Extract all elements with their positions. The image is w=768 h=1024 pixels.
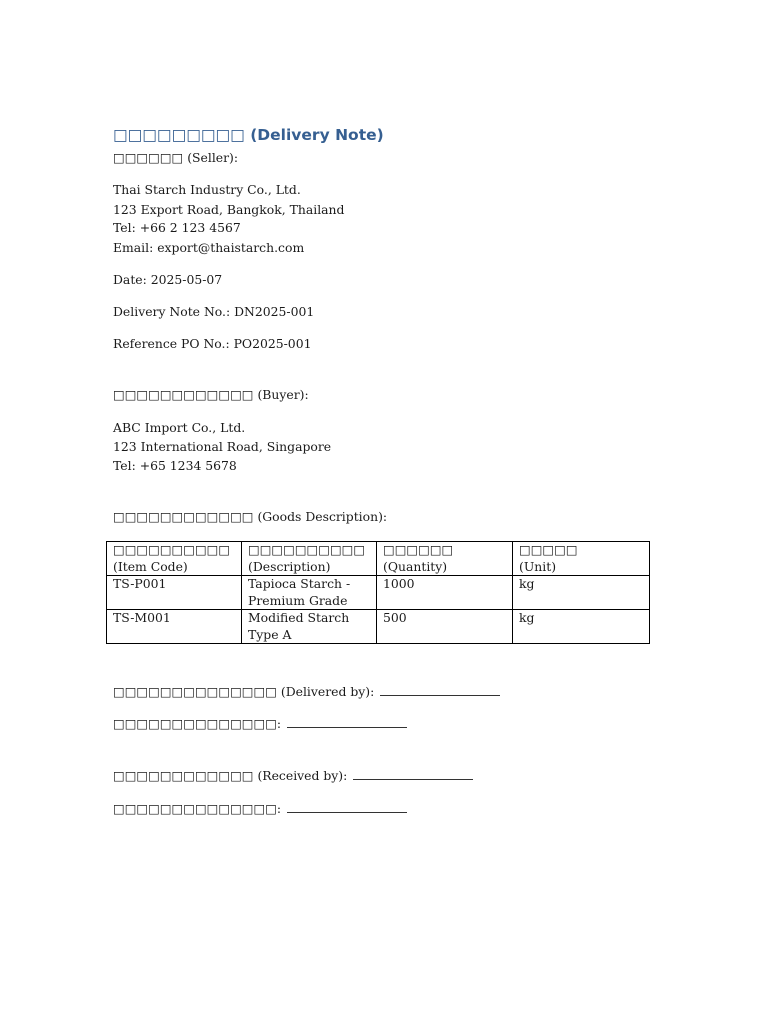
received-date-thai: □□□□□□□□□□□□□□: (113, 801, 282, 816)
header-description-thai: □□□□□□□□□□ (248, 542, 366, 557)
delivered-date-blank[interactable] (287, 715, 407, 728)
cell-unit: kg (513, 576, 650, 610)
seller-label (113, 150, 238, 166)
seller-company: Thai Starch Industry Co., Ltd. (113, 182, 301, 197)
delivered-by-english: (Delivered by): (280, 684, 375, 699)
buyer-label-thai: □□□□□□□□□□□□ (113, 387, 254, 402)
seller-email: Email: export@thaistarch.com (113, 240, 305, 255)
header-description-english: (Description) (248, 558, 331, 574)
document-date: Date: 2025-05-07 (113, 272, 223, 287)
header-item-code (107, 542, 242, 576)
delivered-by-line (113, 683, 500, 700)
received-by-english: (Received by): (257, 768, 348, 783)
cell-description: Tapioca Starch - Premium Grade (242, 576, 377, 610)
received-by-thai: □□□□□□□□□□□□ (113, 768, 254, 783)
received-by-signature-blank[interactable] (353, 767, 473, 780)
header-item-code-english: (Item Code) (113, 558, 188, 574)
delivery-note-number: Delivery Note No.: DN2025-001 (113, 304, 315, 319)
header-quantity-thai: □□□□□□ (383, 542, 454, 557)
received-date-line (113, 800, 407, 817)
header-unit (513, 542, 650, 576)
buyer-label (113, 387, 309, 403)
header-quantity (377, 542, 513, 576)
delivered-by-signature-blank[interactable] (380, 683, 500, 696)
cell-unit: kg (513, 610, 650, 644)
buyer-label-english: (Buyer): (257, 387, 309, 402)
goods-label (113, 509, 387, 525)
delivered-by-thai: □□□□□□□□□□□□□□ (113, 684, 277, 699)
goods-label-thai: □□□□□□□□□□□□ (113, 509, 254, 524)
header-quantity-english: (Quantity) (383, 558, 448, 574)
buyer-tel: Tel: +65 1234 5678 (113, 458, 237, 473)
header-unit-thai: □□□□□ (519, 542, 578, 557)
header-unit-english: (Unit) (519, 558, 557, 574)
cell-description: Modified Starch Type A (242, 610, 377, 644)
cell-quantity: 500 (377, 610, 513, 644)
buyer-company: ABC Import Co., Ltd. (113, 420, 246, 435)
header-item-code-thai: □□□□□□□□□□ (113, 542, 231, 557)
page-title (113, 125, 384, 145)
seller-tel: Tel: +66 2 123 4567 (113, 220, 241, 235)
cell-quantity: 1000 (377, 576, 513, 610)
seller-address: 123 Export Road, Bangkok, Thailand (113, 202, 345, 217)
delivered-date-line (113, 715, 407, 732)
cell-item-code: TS-M001 (107, 610, 242, 644)
received-by-line (113, 767, 473, 784)
delivered-date-thai: □□□□□□□□□□□□□□: (113, 716, 282, 731)
goods-label-english: (Goods Description): (257, 509, 388, 524)
cell-item-code: TS-P001 (107, 576, 242, 610)
buyer-address: 123 International Road, Singapore (113, 439, 332, 454)
table-header-row (107, 542, 650, 576)
table-row (107, 576, 650, 610)
seller-label-english: (Seller): (187, 150, 239, 165)
seller-label-thai: □□□□□□ (113, 150, 184, 165)
reference-po-number: Reference PO No.: PO2025-001 (113, 336, 312, 351)
title-thai: □□□□□□□□□ (113, 126, 245, 144)
title-english: (Delivery Note) (250, 126, 384, 144)
table-row (107, 610, 650, 644)
goods-table (106, 541, 650, 644)
received-date-blank[interactable] (287, 800, 407, 813)
header-description (242, 542, 377, 576)
